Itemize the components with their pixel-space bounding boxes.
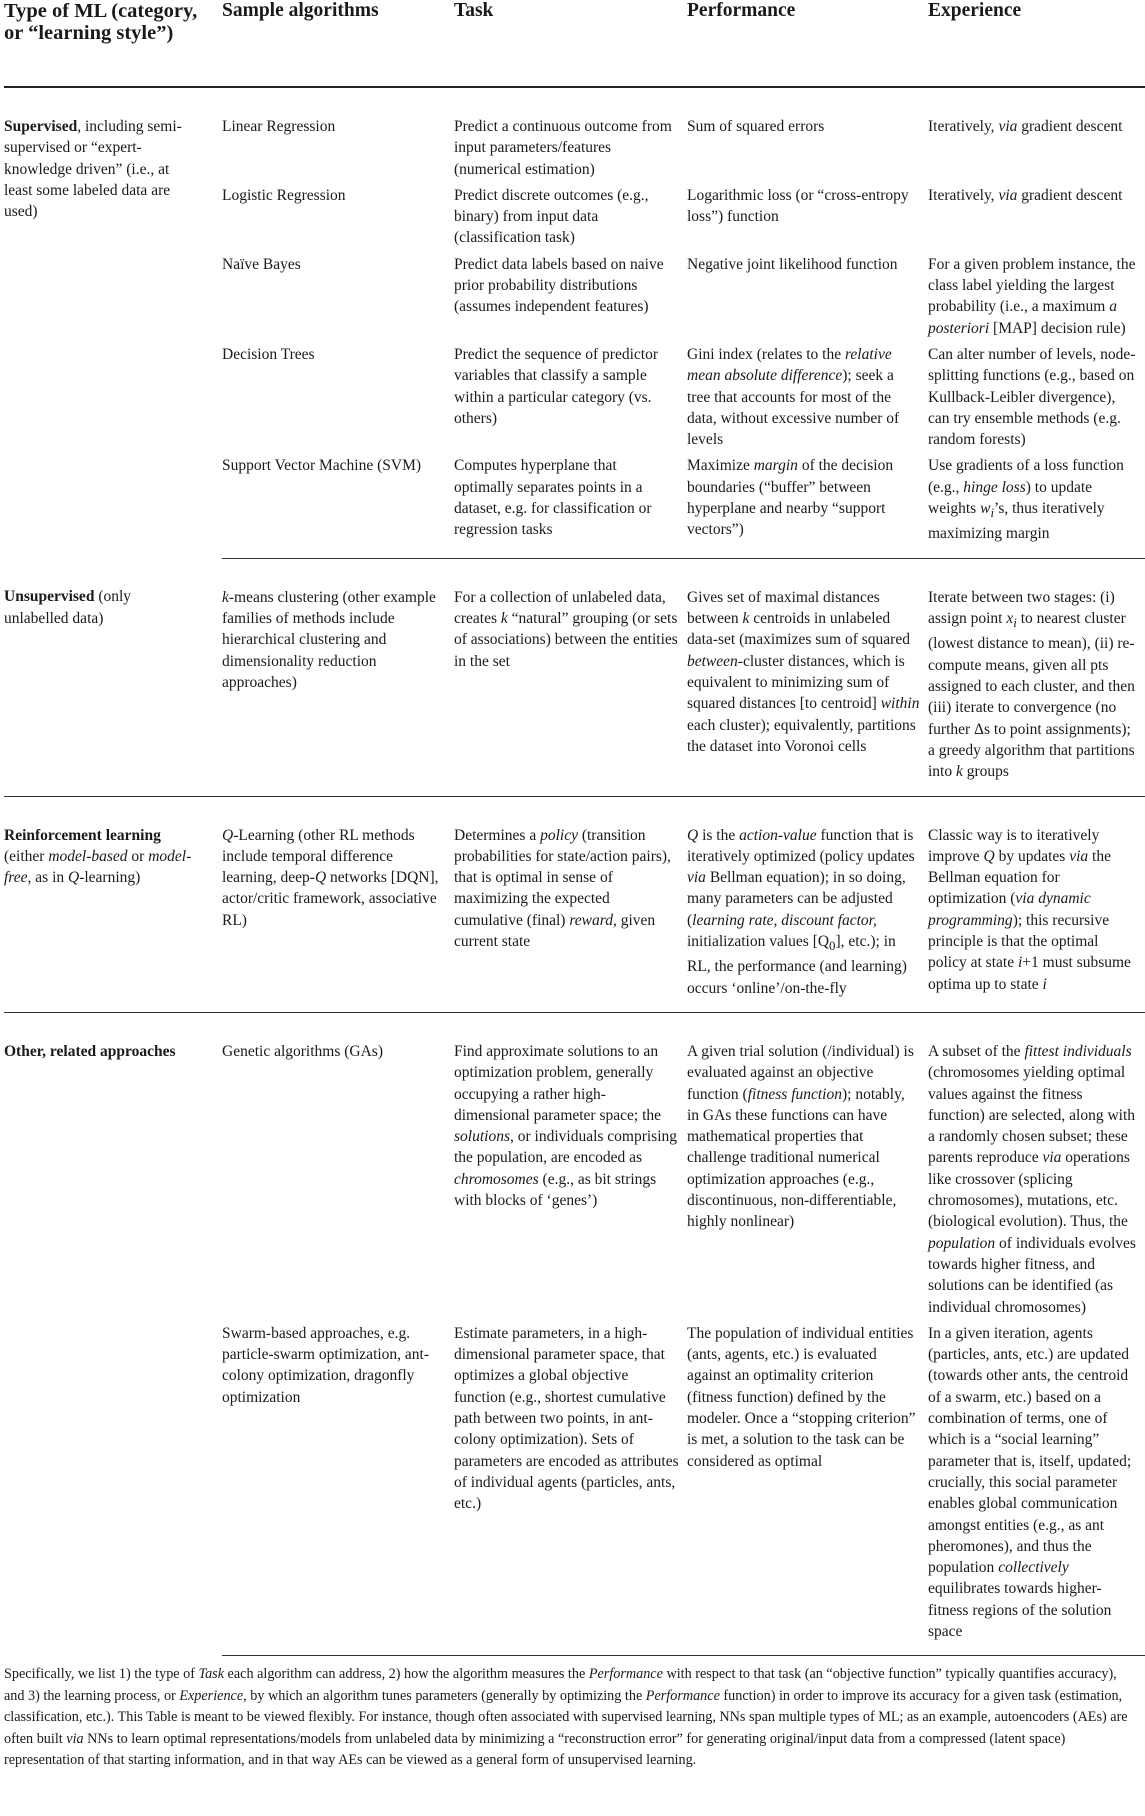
text-fragment: k — [500, 610, 508, 628]
text-fragment: -Learning (other RL methods include temporal difference learning, deep- — [222, 826, 415, 887]
text-fragment: via — [998, 186, 1018, 204]
text-fragment: i — [1013, 615, 1017, 631]
text-fragment: margin — [753, 457, 798, 475]
text-fragment: function) in order to improve its accuracy for a given task (estimation, classification, etc.). This Table is meant to be viewed flexibly. For instance, though often associated with supervised learning, NNs span multiple types of ML; as an example, autoencoders (AEs) are often built — [4, 1687, 1128, 1747]
text-fragment: , by which an algorithm tunes parameters (generally by optimizing the — [243, 1687, 646, 1704]
algorithm-cell: Naïve Bayes — [222, 255, 301, 273]
text-fragment: model-based — [48, 847, 128, 865]
text-fragment: via — [66, 1730, 84, 1747]
text-fragment: , given current state — [454, 911, 656, 950]
text-fragment: Q — [687, 826, 699, 844]
header-row — [4, 0, 1145, 87]
header-task: Task — [454, 0, 687, 87]
table-row — [4, 1012, 1145, 1317]
text-fragment: learning rate, discount factor, — [692, 911, 877, 929]
text-fragment: between — [687, 652, 738, 670]
table-footnote — [4, 1664, 1140, 1772]
text-fragment: (transition probabilities for state/action pairs), that is optimal in sense of maximizing the expected cumulative (final) — [454, 826, 671, 929]
experience-cell — [928, 450, 1145, 558]
performance-cell: Sum of squared errors — [687, 118, 825, 135]
experience-cell — [928, 180, 1145, 249]
text-fragment: action-value — [739, 826, 817, 844]
text-fragment: to nearest cluster (lowest distance to mean), (ii) re-compute means, given all pts assigned to each cluster, and then (iii) iterate to convergence (no further Δs to point assignments); a greedy algorithm that partitions into — [928, 610, 1135, 781]
text-fragment: solutions — [454, 1128, 510, 1146]
text-fragment: initialization values [Q — [687, 932, 830, 950]
text-fragment: Bellman equation); in so doing, many parameters can be adjusted ( — [687, 869, 906, 929]
text-fragment: each algorithm can address, 2) how the algorithm measures the — [224, 1666, 589, 1682]
performance-cell — [687, 796, 928, 1012]
experience-cell: Can alter number of levels, node-splitting functions (e.g., based on Kullback-Leibler divergence), can try ensemble methods (e.g. random forests) — [928, 345, 1136, 449]
text-fragment: Maximize — [687, 457, 754, 475]
task-cell: Computes hyperplane that optimally separates points in a dataset, e.g. for classification or regression tasks — [454, 450, 687, 558]
text-fragment: fittest individuals — [1024, 1042, 1132, 1060]
text-fragment: i — [1042, 975, 1047, 993]
table-header — [4, 0, 1145, 87]
performance-cell — [687, 1012, 928, 1317]
text-fragment: Iterate between two stages: (i) assign point — [928, 588, 1115, 628]
task-cell: Predict a continuous outcome from input parameters/features (numerical estimation) — [454, 118, 672, 178]
text-fragment: Task — [198, 1666, 224, 1682]
algorithm-cell — [222, 558, 454, 796]
category-unsupervised — [4, 558, 222, 796]
text-fragment: policy — [540, 826, 578, 844]
table-row — [4, 87, 1145, 180]
text-fragment: x — [1006, 610, 1014, 628]
text-fragment: gradient descent — [1017, 186, 1123, 204]
text-fragment: Gini index (relates to the — [687, 345, 845, 363]
text-fragment: [MAP] decision rule) — [989, 319, 1126, 337]
text-fragment: model-free — [4, 847, 192, 887]
performance-cell: Logarithmic loss (or “cross-entropy loss”) function — [687, 186, 909, 226]
text-fragment: of the decision boundaries (“buffer” between hyperplane and nearby “support vectors”) — [687, 457, 894, 539]
text-fragment: “natural” grouping (or sets of associations) between the entities in the set — [454, 610, 678, 670]
text-fragment: Performance — [588, 1666, 663, 1682]
category-name: Reinforcement learning — [4, 826, 161, 844]
text-fragment: -cluster distances, which is equivalent to minimizing sum of squared distances [to centroid] — [687, 652, 905, 713]
text-fragment: 0 — [829, 938, 836, 954]
text-fragment: -learning) — [79, 869, 141, 887]
text-fragment: , or individuals comprising the population, are encoded as — [454, 1128, 678, 1167]
category-name: Supervised — [4, 118, 78, 135]
text-fragment: k — [956, 763, 963, 781]
text-fragment: Experience — [179, 1687, 244, 1704]
algorithm-cell: Linear Regression — [222, 118, 336, 135]
performance-cell: The population of individual entities (ants, agents, etc.) is evaluated against an optimality criterion (fitness function) defined by the modeler. Once a “stopping criterion” is met, a solution to the task can be considered as optimal — [687, 1318, 928, 1656]
text-fragment: relative mean absolute difference — [687, 345, 892, 385]
text-fragment: or — [127, 847, 149, 865]
text-fragment: reward — [569, 911, 613, 929]
table-body — [4, 87, 1145, 1656]
text-fragment: operations like crossover (splicing chromosomes), mutations, etc. (biological evolution). Thus, the — [928, 1149, 1130, 1231]
task-cell: Predict data labels based on naive prior probability distributions (assumes independent features) — [454, 255, 664, 316]
text-fragment: w — [980, 500, 991, 518]
task-cell — [454, 1012, 687, 1317]
text-fragment: population — [928, 1234, 996, 1252]
text-fragment: via — [687, 869, 706, 887]
performance-cell — [687, 558, 928, 796]
algorithm-cell: Swarm-based approaches, e.g. particle-swarm optimization, ant-colony optimization, dragonfly optimization — [222, 1318, 454, 1656]
text-fragment: Use gradients of a loss function (e.g., — [928, 457, 1124, 496]
text-fragment: collectively — [998, 1559, 1069, 1577]
text-fragment: networks [DQN], actor/critic framework, associative RL) — [222, 869, 439, 929]
text-fragment: i — [990, 505, 995, 521]
category-supervised — [4, 87, 222, 558]
text-fragment: groups — [962, 763, 1009, 781]
text-fragment: via — [1042, 1149, 1062, 1167]
text-fragment: Performance — [645, 1687, 720, 1704]
category-name: Unsupervised — [4, 588, 95, 606]
text-fragment: (either — [4, 847, 49, 865]
task-cell: Predict discrete outcomes (e.g., binary) from input data (classification task) — [454, 186, 649, 247]
text-fragment: Determines a — [454, 826, 541, 844]
experience-cell — [928, 1012, 1145, 1317]
text-fragment: function that is iteratively optimized (policy updates — [687, 826, 915, 865]
text-fragment: Q — [314, 869, 327, 887]
text-fragment: Classic way is to iteratively improve — [928, 826, 1100, 865]
table-row — [4, 558, 1145, 796]
category-reinforcement — [4, 796, 222, 1012]
text-fragment: gradient descent — [1017, 118, 1123, 135]
category-other — [4, 1012, 222, 1655]
category-desc: , including semi-supervised or “expert-knowledge driven” (i.e., at least some labeled data are used) — [4, 118, 182, 221]
task-cell — [454, 558, 687, 796]
text-fragment: of individuals evolves towards higher fitness, and solutions can be identified (as individual chromosomes) — [928, 1234, 1136, 1316]
performance-cell: Negative joint likelihood function — [687, 255, 898, 273]
task-cell: Predict the sequence of predictor variables that classify a sample within a particular category (vs. others) — [454, 345, 658, 427]
algorithm-cell: Logistic Regression — [222, 186, 346, 204]
performance-cell — [687, 450, 928, 558]
header-performance: Performance — [687, 0, 928, 87]
text-fragment: with respect to that task (an “objective function” typically quantifies accuracy), and 3) the learning process, or — [4, 1666, 1117, 1704]
text-fragment: For a given problem instance, the class label yielding the largest probability (i.e., a maximum — [928, 255, 1136, 316]
text-fragment: via — [998, 118, 1018, 135]
ml-taxonomy-table — [4, 0, 1145, 1656]
header-experience: Experience — [928, 0, 1145, 87]
text-fragment: A subset of the — [928, 1042, 1025, 1060]
task-cell — [454, 796, 687, 1012]
header-type: Type of ML (category, or “learning style”) — [4, 0, 222, 87]
text-fragment: Q — [68, 869, 80, 887]
text-fragment: ) to update weights — [928, 478, 1093, 518]
experience-cell — [928, 1318, 1145, 1656]
text-fragment: (e.g., as bit strings with blocks of ‘genes’) — [454, 1170, 657, 1210]
task-cell: Estimate parameters, in a high-dimensional parameter space, that optimizes a global objective function (e.g., shortest cumulative path between two points, in ant-colony optimization). Sets of parameters are encoded as attributes of individual agents (particles, ants, etc.) — [454, 1318, 687, 1656]
algorithm-cell: Support Vector Machine (SVM) — [222, 450, 454, 558]
text-fragment: NNs to learn optimal representations/models from unlabeled data by minimizing a “reconstruction error” for generating original/input data from a compressed (latent space) representation of that starting information, and in that way AEs can be viewed as a general form of unsupervised learning. — [4, 1730, 1066, 1769]
text-fragment: centroids in unlabeled data-set (maximizes sum of squared — [687, 610, 910, 649]
text-fragment: via — [1069, 847, 1089, 865]
text-fragment: ’s, thus iteratively maximizing margin — [928, 500, 1105, 543]
experience-cell — [928, 249, 1145, 339]
text-fragment: -means clustering (other example families of methods include hierarchical clustering and dimensionality reduction approaches) — [222, 588, 436, 691]
text-fragment: Iteratively, — [928, 186, 999, 204]
text-fragment: Gives set of maximal distances between — [687, 588, 880, 628]
text-fragment: is the — [698, 826, 740, 844]
text-fragment: the Bellman equation for optimization ( — [928, 847, 1111, 908]
algorithm-cell: Decision Trees — [222, 345, 315, 363]
text-fragment: , as in — [27, 869, 68, 887]
text-fragment: chromosomes — [454, 1170, 539, 1188]
text-fragment: fitness function — [747, 1085, 842, 1103]
experience-cell — [928, 558, 1145, 796]
algorithm-cell — [222, 796, 454, 1012]
text-fragment: Specifically, we list 1) the type of — [4, 1666, 199, 1682]
text-fragment: In a given iteration, agents (particles, ants, etc.) are updated (towards other ants, the centroid of a swarm, etc.) based on a combination of terms, one of which is a “social learning” parameter that is, itself, updated; crucially, this social parameter enables global communication amongst entities (e.g., as ant pheromones), and thus the population — [928, 1324, 1132, 1577]
experience-cell — [928, 796, 1145, 1012]
category-name: Other, related approaches — [4, 1042, 176, 1060]
experience-cell — [928, 87, 1145, 180]
text-fragment: equilibrates towards higher-fitness regions of the solution space — [928, 1580, 1112, 1640]
text-fragment: via dynamic programming — [928, 890, 1091, 929]
text-fragment: each cluster); equivalently, partitions the dataset into Voronoi cells — [687, 716, 916, 755]
performance-cell — [687, 339, 928, 450]
text-fragment: within — [880, 695, 920, 713]
table-row — [4, 796, 1145, 1012]
text-fragment: ); notably, in GAs these functions can have mathematical properties that challenge traditional numerical optimization approaches (e.g., discontinuous, non-differentiable, highly nonlinear) — [687, 1085, 905, 1231]
text-fragment: i — [1017, 954, 1023, 972]
header-algorithms: Sample algorithms — [222, 0, 454, 87]
text-fragment: ], etc.); in RL, the performance (and learning) occurs ‘online’/on-the-fly — [687, 932, 907, 997]
text-fragment: Iteratively, — [928, 118, 999, 135]
text-fragment: Q — [983, 847, 995, 865]
category-desc: (only unlabelled data) — [4, 588, 132, 627]
text-fragment: k — [742, 610, 750, 628]
text-fragment: Find approximate solutions to an optimization problem, generally occupying a rather high-dimensional parameter space; the — [454, 1042, 662, 1124]
text-fragment: +1 must subsume optima up to state — [928, 954, 1131, 993]
text-fragment: Q — [222, 826, 234, 844]
text-fragment: A given trial solution (/individual) is evaluated against an objective function ( — [687, 1042, 914, 1103]
text-fragment: ); this recursive principle is that the optimal policy at state — [928, 911, 1110, 972]
text-fragment: k — [222, 588, 229, 606]
text-fragment: For a collection of unlabeled data, creates — [454, 588, 666, 628]
algorithm-cell: Genetic algorithms (GAs) — [222, 1042, 383, 1060]
text-fragment: a posteriori — [928, 298, 1117, 337]
text-fragment: hinge loss — [963, 478, 1026, 496]
text-fragment: by updates — [994, 847, 1070, 865]
text-fragment: ); seek a tree that accounts for most of the data, without excessive number of levels — [687, 367, 900, 449]
text-fragment: (chromosomes yielding optimal values against the fitness function) are selected, along with a randomly chosen subset; these parents reproduce — [928, 1064, 1136, 1167]
